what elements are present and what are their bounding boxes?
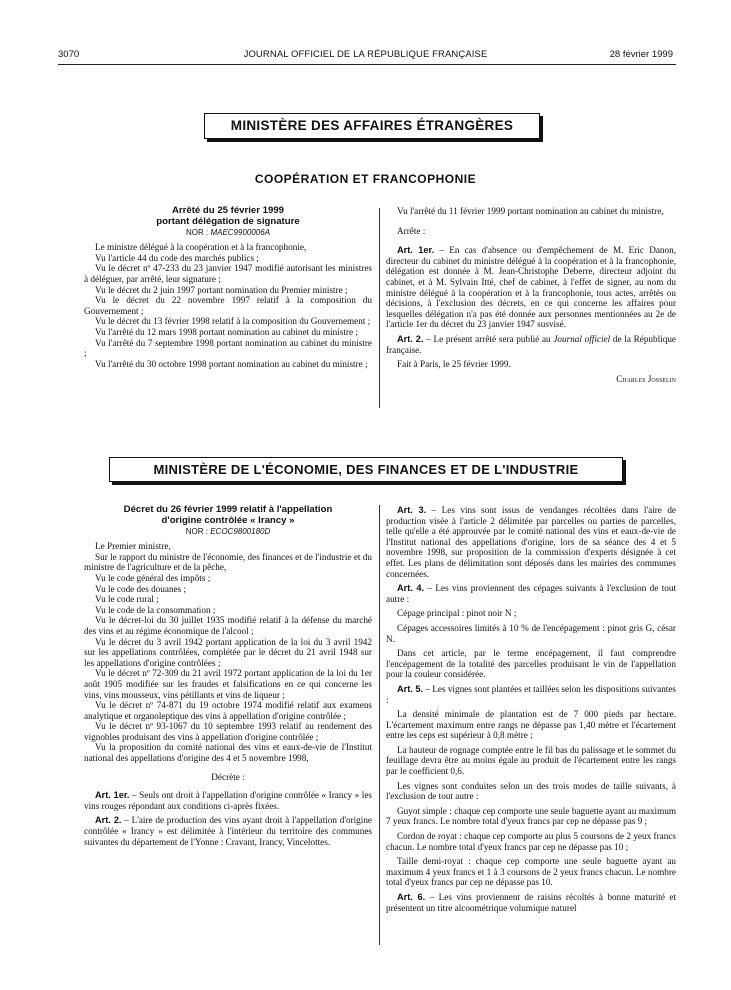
- visa-line: Vu le code rural ;: [95, 594, 159, 605]
- article-paragraph: Cordon de royat : chaque cep comporte au plus 5 coursons de 2 yeux francs chacun. Le nombre total d'yeux francs par cep ne dépasse pas 10 ;: [386, 831, 676, 852]
- header-rule: [58, 64, 676, 65]
- decret-column-left: [84, 505, 372, 847]
- article-paragraph: Dans cet article, par le terme encépagement, il faut comprendre l'encépagement de la totalité des parcelles produisant le vin de l'appellation pour la couleur considérée.: [386, 648, 676, 680]
- journal-title: JOURNAL OFFICIEL DE LA RÉPUBLIQUE FRANÇAISE: [243, 49, 488, 60]
- decret-column-right: [386, 505, 676, 913]
- arrete-signature: Charles Josselin: [616, 373, 676, 384]
- decret-title-line2: d'origine contrôlée « Irancy »: [161, 514, 295, 526]
- ministry-box-economie: MINISTÈRE DE L'ÉCONOMIE, DES FINANCES ET DE L'INDUSTRIE: [109, 457, 623, 482]
- arrete-column-left: [84, 206, 372, 369]
- visa-line: Vu l'arrêté du 30 octobre 1998 portant nomination au cabinet du ministre ;: [95, 358, 368, 369]
- visa-line: Vu le décret-loi du 30 juillet 1935 modifié relatif à la défense du marché des vins et au régime économique de l'alcool ;: [84, 615, 372, 636]
- arrete-word: Arrête :: [397, 225, 426, 236]
- article-paragraph: La hauteur de rognage comptée entre le fil bas du palissage et le sommet du feuillage devra être au moins égale au produit de l'écartement entre les rangs par le coefficient 0,6.: [386, 744, 676, 777]
- visa-line: Vu le décret nº 93-1067 du 10 septembre 1993 relatif au rendement des vignobles produisant des vins à appellation d'origine contrôlée ;: [84, 721, 372, 742]
- arrete-nor: NOR : MAEC9900006A: [185, 228, 271, 238]
- visa-line: Vu le code de la consommation ;: [95, 604, 216, 615]
- visa-line: Vu l'arrêté du 12 mars 1998 portant nomination au cabinet du ministre ;: [95, 326, 358, 337]
- issue-date: 28 février 1999: [609, 49, 673, 60]
- arrete-article-2: Art. 2. – Le présent arrêté sera publié au Journal officiel de la République française.: [386, 333, 676, 355]
- decret-article-1: Art. 1er. – Seuls ont droit à l'appellation d'origine contrôlée « Irancy » les vins rouges répondant aux conditions ci-après fixées.: [84, 790, 372, 811]
- column-divider: [379, 208, 380, 408]
- arrete-title-line2: portant délégation de signature: [156, 215, 300, 227]
- section-title: COOPÉRATION ET FRANCOPHONIE: [254, 172, 477, 186]
- visa-line: Vu le décret du 3 avril 1942 portant application de la loi du 3 avril 1942 sur les appellations contrôlées, complétée par le décret du 21 avril 1948 sur les appellations d'origine contrôlées ;: [84, 636, 372, 668]
- visa-line: Vu le code des douanes ;: [95, 583, 187, 594]
- visa-line: Vu l'article 44 du code des marchés publics ;: [95, 252, 259, 263]
- visa-line: Vu le décret du 13 février 1998 relatif à la composition du Gouvernement ;: [95, 316, 371, 327]
- decrete-word: Décrète :: [211, 771, 245, 782]
- article-paragraph: Les vignes sont conduites selon un des trois modes de taille suivants, à l'exclusion de tout autre :: [386, 780, 676, 802]
- visa-line: Vu le décret du 22 novembre 1997 relatif à la composition du Gouvernement ;: [84, 295, 372, 316]
- decret-article-3: Art. 3. – Les vins sont issus de vendanges récoltées dans l'aire de production visée à l'article 2 délimitée par parcelles ou parties de parcelles, telle qu'elle a été approuvée par le comité national des vins et eaux-de-vie de l'Institut national des appellations d'origine, lors de sa séance des 4 et 5 novembre 1998, sur proposition de la commission d'experts désignée à cet effet. Les plans de délimitation sont déposés dans les mairies des communes concernées.: [386, 505, 676, 579]
- visa-line: Vu le code général des impôts ;: [95, 572, 211, 583]
- visa-line: Vu le décret nº 72-309 du 21 avril 1972 portant application de la loi du 1er août 1905 modifiée sur les fraudes et falsifications en ce qui concerne les vins, vins mousseux, vins pétillants et vins de liqueur ;: [84, 668, 372, 700]
- column-divider: [379, 505, 380, 945]
- article-paragraph: La densité minimale de plantation est de 7 000 pieds par hectare. L'écartement maximum entre rangs ne dépasse pas 1,40 mètre et l'écartement entre les ceps est supérieur à 0,8 mètre ;: [386, 709, 676, 741]
- arrete-title-line1: Arrêté du 25 février 1999: [172, 205, 284, 216]
- decret-article-6: Art. 6. – Les vins proviennent de raisins récoltés à bonne maturité et présentent un titre alcoométrique volumique naturel: [386, 892, 677, 913]
- visa-line: Vu le décret nº 47-233 du 23 janvier 1947 modifié autorisant les ministres à déléguer, par arrêté, leur signature ;: [84, 263, 372, 284]
- decret-article-4: Art. 4. – Les vins proviennent des cépages suivants à l'exclusion de tout autre :: [386, 583, 676, 604]
- visa-line: Vu la proposition du comité national des vins et eaux-de-vie de l'Institut national des appellations d'origine des 4 et 5 novembre 1998,: [84, 742, 372, 764]
- decret-title-line1: Décret du 26 février 1999 relatif à l'appellation: [123, 504, 333, 515]
- article-paragraph: Taille demi-royat : chaque cep comporte une seule baguette ayant au maximum 4 yeux francs et 1 à 3 coursons de 2 yeux francs chacun. Le nombre total d'yeux francs par cep ne dépasse pas 10.: [386, 856, 676, 888]
- visa-line: Vu l'arrêté du 11 février 1999 portant nomination au cabinet du ministre,: [397, 206, 664, 216]
- decret-article-2: Art. 2. – L'aire de production des vins ayant droit à l'appellation d'origine contrôlée « Irancy » est délimitée à l'intérieur du territoire des communes suivantes du département de l'Yonne : Cravant, Irancy, Vincelottes.: [84, 815, 373, 847]
- article-paragraph: Cépages accessoires limités à 10 % de l'encépagement : pinot gris G, césar N.: [386, 622, 676, 644]
- arrete-fait: Fait à Paris, le 25 février 1999.: [397, 359, 511, 370]
- decret-nor: NOR : ECOC9800180D: [185, 527, 271, 537]
- visa-line: Vu l'arrêté du 7 septembre 1998 portant nomination au cabinet du ministre ;: [84, 337, 372, 359]
- page-number: 3070: [58, 49, 80, 60]
- arrete-article-1: Art. 1er. – En cas d'absence ou d'empêchement de M. Eric Danon, directeur du cabinet du ministre délégué à la coopération et à la francophonie, délégation est donnée à M. Jean-Christophe Deberre, directeur adjoint du cabinet, et à M. Sylvain Itté, chef de cabinet, à l'effet de signer, au nom du ministre délégué à la coopération et à la francophonie, tous actes, arrêtés ou décisions, à l'exclusion des décrets, en ce qui concerne les affaires pour lesquelles délégation n'a pas été donnée aux personnes mentionnées au 2e de l'article 1er du décret du 23 janvier 1947 susvisé.: [386, 245, 676, 330]
- visa-line: Le Premier ministre,: [95, 541, 171, 552]
- visa-line: Le ministre délégué à la coopération et à la francophonie,: [95, 242, 307, 253]
- arrete-column-right: [386, 206, 676, 384]
- ministry-box-affaires-etrangeres: MINISTÈRE DES AFFAIRES ÉTRANGÈRES: [204, 113, 540, 139]
- visa-line: Vu le décret nº 74-871 du 19 octobre 1974 modifié relatif aux examens analytique et organoleptique des vins à appellation d'origine contrôlée ;: [84, 700, 372, 721]
- article-paragraph: Guyot simple : chaque cep comporte une seule baguette ayant au maximum 7 yeux francs. Le nombre total d'yeux francs par cep ne dépasse pas 9 ;: [386, 805, 676, 827]
- visa-line: Vu le décret du 2 juin 1997 portant nomination du Premier ministre ;: [95, 284, 348, 295]
- visa-line: Sur le rapport du ministre de l'économie, des finances et de l'industrie et du ministre de l'agriculture et de la pêche,: [84, 551, 372, 573]
- article-paragraph: Cépage principal : pinot noir N ;: [397, 608, 517, 619]
- decret-article-5: Art. 5. – Les vignes sont plantées et taillées selon les dispositions suivantes :: [386, 683, 676, 705]
